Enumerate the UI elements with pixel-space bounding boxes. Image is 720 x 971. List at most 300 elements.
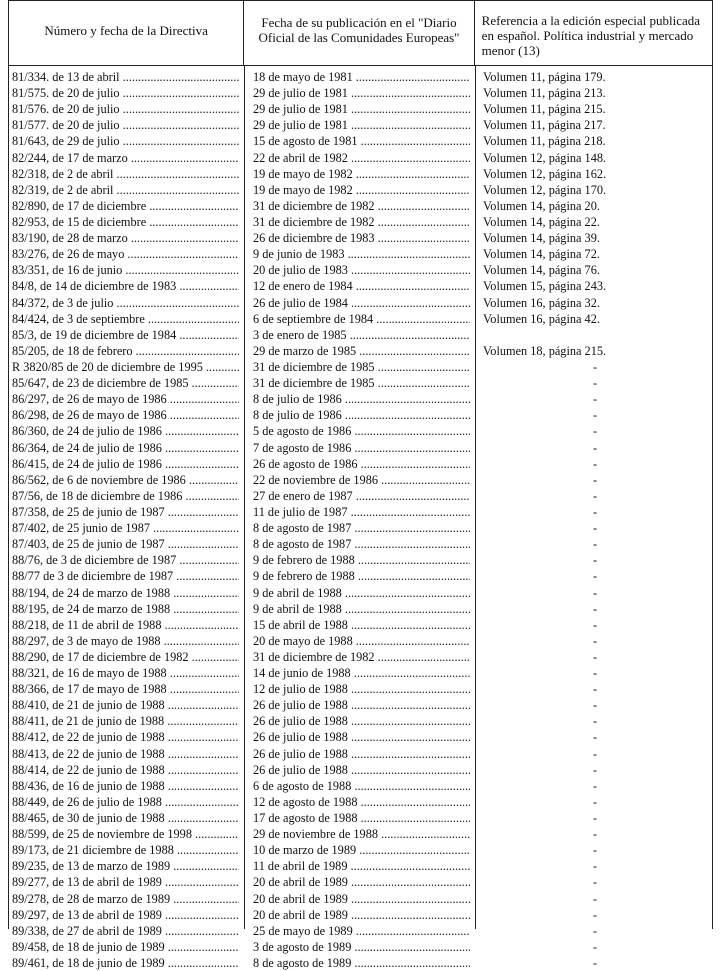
directiva-text: 88/194, de 24 de marzo de 1988 ..... — [12, 585, 239, 601]
cell-publicacion — [245, 633, 476, 649]
table-row — [9, 182, 714, 198]
publicacion-text: 8 de julio de 1986 ..... — [253, 391, 470, 407]
table-row — [9, 665, 714, 681]
cell-publicacion — [245, 359, 476, 375]
cell-publicacion — [245, 246, 476, 262]
cell-publicacion — [245, 585, 476, 601]
publicacion-text: 20 de abril de 1989 ..... — [253, 874, 470, 890]
table-row — [9, 375, 714, 391]
publicacion-text: 8 de julio de 1986 ..... — [253, 407, 470, 423]
publicacion-text: 14 de junio de 1988 ..... — [253, 665, 470, 681]
directiva-text: 87/402, de 25 junio de 1987 ..... — [12, 520, 239, 536]
cell-directiva — [9, 375, 245, 391]
directiva-text: 81/643, de 29 de julio ..... — [12, 133, 239, 149]
cell-referencia: - — [592, 553, 598, 568]
cell-publicacion — [245, 681, 476, 697]
table-row — [9, 472, 714, 488]
table-row — [9, 214, 714, 230]
cell-directiva — [9, 923, 245, 939]
cell-referencia: - — [592, 907, 598, 922]
cell-directiva — [9, 504, 245, 520]
publicacion-text: 9 de febrero de 1988 ..... — [253, 552, 470, 568]
cell-referencia: - — [592, 762, 598, 777]
cell-directiva — [9, 907, 245, 923]
directiva-text: 87/403, de 25 de junio de 1987 ..... — [12, 536, 239, 552]
table-row — [9, 778, 714, 794]
publicacion-text: 12 de enero de 1984 ..... — [253, 278, 470, 294]
cell-publicacion — [245, 601, 476, 617]
cell-referencia: - — [592, 569, 598, 584]
table-row — [9, 262, 714, 278]
cell-directiva — [9, 762, 245, 778]
cell-referencia: - — [592, 440, 598, 455]
directiva-text: 81/334. de 13 de abril ..... — [12, 69, 239, 85]
table-row — [9, 729, 714, 745]
cell-referencia: - — [592, 649, 598, 664]
table-row — [9, 794, 714, 810]
directiva-text: 89/235, de 13 de marzo de 1989 ..... — [12, 858, 239, 874]
directiva-text: 88/218, de 11 de abril de 1988 ..... — [12, 617, 239, 633]
cell-publicacion — [245, 762, 476, 778]
directiva-text: 88/599, de 25 de noviembre de 1998 ..... — [12, 826, 239, 842]
cell-directiva — [9, 117, 245, 133]
cell-directiva — [9, 681, 245, 697]
cell-directiva — [9, 423, 245, 439]
publicacion-text: 11 de abril de 1989 ..... — [253, 858, 470, 874]
publicacion-text: 10 de marzo de 1989 ..... — [253, 842, 470, 858]
table-row — [9, 923, 714, 939]
table-row — [9, 585, 714, 601]
publicacion-text: 26 de julio de 1988 ..... — [253, 746, 470, 762]
cell-directiva — [9, 246, 245, 262]
table-row — [9, 101, 714, 117]
table-row — [9, 601, 714, 617]
cell-publicacion — [245, 440, 476, 456]
cell-publicacion — [245, 520, 476, 536]
cell-directiva — [9, 133, 245, 149]
directiva-text: 88/297, de 3 de mayo de 1988 ..... — [12, 633, 239, 649]
publicacion-text: 12 de agosto de 1988 ..... — [253, 794, 470, 810]
cell-publicacion — [245, 697, 476, 713]
cell-referencia: - — [592, 617, 598, 632]
directiva-text: 83/351, de 16 de junio ..... — [12, 262, 239, 278]
cell-directiva — [9, 568, 245, 584]
cell-referencia: - — [592, 376, 598, 391]
table-row — [9, 440, 714, 456]
publicacion-text: 29 de marzo de 1985 ..... — [253, 343, 470, 359]
cell-directiva — [9, 842, 245, 858]
cell-publicacion — [245, 230, 476, 246]
directiva-text: 88/465, de 30 de junio de 1988 ..... — [12, 810, 239, 826]
directiva-text: 88/413, de 22 de junio de 1988 ..... — [12, 746, 239, 762]
cell-publicacion — [245, 150, 476, 166]
table-row — [9, 713, 714, 729]
table-row — [9, 955, 714, 971]
cell-directiva — [9, 440, 245, 456]
table-body — [8, 66, 713, 971]
cell-publicacion — [245, 794, 476, 810]
cell-publicacion — [245, 101, 476, 117]
cell-directiva — [9, 262, 245, 278]
cell-publicacion — [245, 874, 476, 890]
cell-publicacion — [245, 423, 476, 439]
directiva-text: 86/298, de 26 de mayo de 1986 ..... — [12, 407, 239, 423]
cell-publicacion — [245, 955, 476, 971]
cell-publicacion — [245, 826, 476, 842]
directiva-text: 89/338, de 27 de abril de 1989 ..... — [12, 923, 239, 939]
table-row — [9, 858, 714, 874]
cell-directiva — [9, 536, 245, 552]
cell-referencia: - — [592, 537, 598, 552]
cell-publicacion — [245, 85, 476, 101]
publicacion-text: 15 de abril de 1988 ..... — [253, 617, 470, 633]
publicacion-text: 22 de noviembre de 1986 ..... — [253, 472, 470, 488]
cell-directiva — [9, 69, 245, 85]
cell-publicacion — [245, 214, 476, 230]
publicacion-text: 6 de septiembre de 1984 ..... — [253, 311, 470, 327]
publicacion-text: 31 de diciembre de 1982 ..... — [253, 198, 470, 214]
table-row — [9, 891, 714, 907]
directiva-text: 88/77 de 3 de diciembre de 1987 ..... — [12, 568, 239, 584]
cell-referencia: - — [592, 456, 598, 471]
cell-directiva — [9, 359, 245, 375]
directiva-text: 88/76, de 3 de diciembre de 1987 ..... — [12, 552, 239, 568]
publicacion-text: 26 de julio de 1984 ..... — [253, 295, 470, 311]
cell-directiva — [9, 182, 245, 198]
cell-publicacion — [245, 69, 476, 85]
cell-publicacion — [245, 536, 476, 552]
directiva-text: 83/190, de 28 de marzo ..... — [12, 230, 239, 246]
publicacion-text: 29 de julio de 1981 ..... — [253, 101, 470, 117]
publicacion-text: 26 de julio de 1988 ..... — [253, 762, 470, 778]
cell-referencia: Volumen 11, página 179. — [483, 70, 606, 84]
cell-referencia: - — [592, 746, 598, 761]
directiva-text: 81/575. de 20 de julio ..... — [12, 85, 239, 101]
cell-directiva — [9, 746, 245, 762]
cell-directiva — [9, 488, 245, 504]
cell-directiva — [9, 874, 245, 890]
cell-publicacion — [245, 375, 476, 391]
cell-referencia: - — [592, 794, 598, 809]
directiva-text: 86/360, de 24 de julio de 1986 ..... — [12, 423, 239, 439]
table-row — [9, 198, 714, 214]
cell-publicacion — [245, 617, 476, 633]
directiva-text: 89/277, de 13 de abril de 1989 ..... — [12, 874, 239, 890]
directiva-text: 87/358, de 25 de junio de 1987 ..... — [12, 504, 239, 520]
header-referencia: Referencia a la edición especial publicada en español. Política industrial y mercado menor (13) — [481, 13, 701, 58]
table-row — [9, 359, 714, 375]
directiva-text: 82/953, de 15 de diciembre ..... — [12, 214, 239, 230]
publicacion-text: 29 de julio de 1981 ..... — [253, 117, 470, 133]
cell-publicacion — [245, 311, 476, 327]
publicacion-text: 8 de agosto de 1987 ..... — [253, 520, 470, 536]
table-row — [9, 520, 714, 536]
publicacion-text: 9 de junio de 1983 ..... — [253, 246, 470, 262]
cell-referencia: Volumen 14, página 39. — [483, 231, 600, 246]
cell-referencia: - — [592, 408, 598, 423]
cell-directiva — [9, 230, 245, 246]
cell-publicacion — [245, 262, 476, 278]
cell-directiva — [9, 713, 245, 729]
cell-referencia: - — [592, 472, 598, 487]
table-row — [9, 150, 714, 166]
table-row — [9, 407, 714, 423]
publicacion-text: 31 de diciembre de 1985 ..... — [253, 359, 470, 375]
publicacion-text: 20 de julio de 1983 ..... — [253, 262, 470, 278]
cell-directiva — [9, 327, 245, 343]
directiva-text: 84/372, de 3 de julio ..... — [12, 295, 239, 311]
cell-referencia: Volumen 11, página 213. — [483, 86, 606, 101]
cell-referencia: - — [592, 891, 598, 906]
table-row — [9, 810, 714, 826]
cell-referencia: - — [592, 504, 598, 519]
directiva-text: 88/321, de 16 de mayo de 1988 ..... — [12, 665, 239, 681]
publicacion-text: 12 de julio de 1988 ..... — [253, 681, 470, 697]
directiva-text: 88/411, de 21 de junio de 1988 ..... — [12, 713, 239, 729]
cell-referencia: Volumen 16, página 42. — [483, 311, 600, 326]
publicacion-text: 26 de julio de 1988 ..... — [253, 729, 470, 745]
publicacion-text: 19 de mayo de 1982 ..... — [253, 166, 470, 182]
cell-directiva — [9, 794, 245, 810]
cell-referencia: - — [592, 714, 598, 729]
directiva-text: 89/173, de 21 diciembre de 1988 ..... — [12, 842, 239, 858]
table-row — [9, 69, 714, 85]
directiva-text: 87/56, de 18 de diciembre de 1986 ..... — [12, 488, 239, 504]
cell-directiva — [9, 278, 245, 294]
cell-directiva — [9, 585, 245, 601]
table-row — [9, 117, 714, 133]
table-row — [9, 874, 714, 890]
table-row — [9, 133, 714, 149]
cell-referencia: Volumen 12, página 148. — [483, 150, 607, 165]
directiva-text: R 3820/85 de 20 de diciembre de 1995 ..... — [12, 359, 239, 375]
publicacion-text: 22 de abril de 1982 ..... — [253, 150, 470, 166]
cell-directiva — [9, 214, 245, 230]
directiva-text: 81/577. de 20 de julio ..... — [12, 117, 239, 133]
cell-referencia: - — [592, 811, 598, 826]
directiva-text: 81/576. de 20 de julio ..... — [12, 101, 239, 117]
publicacion-text: 3 de agosto de 1989 ..... — [253, 939, 470, 955]
publicacion-text: 8 de agosto de 1989 ..... — [253, 955, 470, 971]
table-row — [9, 85, 714, 101]
cell-referencia: - — [592, 601, 598, 616]
table-row — [9, 295, 714, 311]
publicacion-text: 26 de julio de 1988 ..... — [253, 697, 470, 713]
cell-referencia: - — [592, 633, 598, 648]
publicacion-text: 29 de noviembre de 1988 ..... — [253, 826, 470, 842]
directiva-text: 85/205, de 18 de febrero ..... — [12, 343, 239, 359]
header-publicacion: Fecha de su publicación en el "Diario Oficial de las Comunidades Europeas" — [244, 1, 474, 65]
cell-referencia: - — [592, 666, 598, 681]
cell-referencia: - — [592, 698, 598, 713]
cell-referencia: - — [592, 956, 598, 971]
cell-publicacion — [245, 810, 476, 826]
cell-referencia: Volumen 14, página 76. — [483, 263, 600, 278]
publicacion-text: 29 de julio de 1981 ..... — [253, 85, 470, 101]
cell-directiva — [9, 729, 245, 745]
cell-directiva — [9, 295, 245, 311]
directiva-text: 89/458, de 18 de junio de 1989 ..... — [12, 939, 239, 955]
header-directiva: Número y fecha de la Directiva — [9, 1, 244, 65]
table-row — [9, 166, 714, 182]
publicacion-text: 17 de agosto de 1988 ..... — [253, 810, 470, 826]
publicacion-text: 9 de febrero de 1988 ..... — [253, 568, 470, 584]
directiva-text: 85/3, de 19 de diciembre de 1984 ..... — [12, 327, 239, 343]
publicacion-text: 9 de abril de 1988 ..... — [253, 601, 470, 617]
cell-publicacion — [245, 278, 476, 294]
cell-publicacion — [245, 842, 476, 858]
publicacion-text: 8 de agosto de 1987 ..... — [253, 536, 470, 552]
cell-publicacion — [245, 117, 476, 133]
cell-publicacion — [245, 746, 476, 762]
publicacion-text: 6 de agosto de 1988 ..... — [253, 778, 470, 794]
table-row — [9, 327, 714, 343]
cell-publicacion — [245, 923, 476, 939]
publicacion-text: 31 de diciembre de 1985 ..... — [253, 375, 470, 391]
cell-referencia: - — [592, 939, 598, 954]
table-row — [9, 617, 714, 633]
directiva-text: 88/436, de 16 de junio de 1988 ..... — [12, 778, 239, 794]
table-row — [9, 649, 714, 665]
publicacion-text: 7 de agosto de 1986 ..... — [253, 440, 470, 456]
directiva-text: 88/414, de 22 de junio de 1988 ..... — [12, 762, 239, 778]
cell-publicacion — [245, 665, 476, 681]
cell-directiva — [9, 649, 245, 665]
cell-directiva — [9, 407, 245, 423]
publicacion-text: 26 de diciembre de 1983 ..... — [253, 230, 470, 246]
cell-directiva — [9, 778, 245, 794]
cell-referencia: - — [592, 521, 598, 536]
cell-referencia — [476, 327, 714, 343]
cell-directiva — [9, 166, 245, 182]
table-row — [9, 681, 714, 697]
cell-directiva — [9, 150, 245, 166]
cell-directiva — [9, 617, 245, 633]
publicacion-text: 15 de agosto de 1981 ..... — [253, 133, 470, 149]
cell-publicacion — [245, 891, 476, 907]
cell-referencia: - — [592, 843, 598, 858]
publicacion-text: 31 de diciembre de 1982 ..... — [253, 214, 470, 230]
directiva-text: 86/562, de 6 de noviembre de 1986 ..... — [12, 472, 239, 488]
cell-directiva — [9, 955, 245, 971]
directiva-text: 86/364, de 24 de julio de 1986 ..... — [12, 440, 239, 456]
publicacion-text: 19 de mayo de 1982 ..... — [253, 182, 470, 198]
table-row — [9, 826, 714, 842]
cell-referencia: - — [592, 359, 598, 374]
directiva-text: 82/244, de 17 de marzo ..... — [12, 150, 239, 166]
table-row — [9, 762, 714, 778]
directiva-text: 83/276, de 26 de mayo ..... — [12, 246, 239, 262]
cell-directiva — [9, 697, 245, 713]
cell-referencia: Volumen 18, página 215. — [483, 343, 607, 358]
cell-referencia: - — [592, 859, 598, 874]
publicacion-text: 26 de julio de 1988 ..... — [253, 713, 470, 729]
cell-referencia: - — [592, 682, 598, 697]
cell-referencia: - — [592, 488, 598, 503]
cell-referencia: - — [592, 730, 598, 745]
cell-publicacion — [245, 713, 476, 729]
cell-directiva — [9, 891, 245, 907]
table-header — [8, 0, 713, 66]
cell-directiva — [9, 826, 245, 842]
cell-referencia: Volumen 16, página 32. — [483, 295, 600, 310]
table-row — [9, 697, 714, 713]
cell-directiva — [9, 85, 245, 101]
cell-publicacion — [245, 729, 476, 745]
table-row — [9, 246, 714, 262]
cell-directiva — [9, 665, 245, 681]
table-rows — [9, 66, 714, 971]
cell-directiva — [9, 198, 245, 214]
publicacion-text: 26 de agosto de 1986 ..... — [253, 456, 470, 472]
cell-publicacion — [245, 407, 476, 423]
cell-publicacion — [245, 182, 476, 198]
cell-directiva — [9, 472, 245, 488]
directiva-text: 86/415, de 24 de julio de 1986 ..... — [12, 456, 239, 472]
directiva-text: 84/8, de 14 de diciembre de 1983 ..... — [12, 278, 239, 294]
cell-referencia: Volumen 11, página 215. — [483, 102, 606, 117]
directiva-text: 89/278, de 28 de marzo de 1989 ..... — [12, 891, 239, 907]
directiva-text: 84/424, de 3 de septiembre ..... — [12, 311, 239, 327]
cell-publicacion — [245, 488, 476, 504]
directiva-text: 82/319, de 2 de abril ..... — [12, 182, 239, 198]
cell-publicacion — [245, 649, 476, 665]
table-row — [9, 907, 714, 923]
cell-publicacion — [245, 343, 476, 359]
cell-referencia: Volumen 11, página 217. — [483, 118, 606, 133]
directiva-text: 88/449, de 26 de julio de 1988 ..... — [12, 794, 239, 810]
cell-referencia: Volumen 14, página 72. — [483, 247, 600, 262]
directiva-text: 88/410, de 21 de junio de 1988 ..... — [12, 697, 239, 713]
cell-directiva — [9, 552, 245, 568]
cell-directiva — [9, 601, 245, 617]
publicacion-text: 20 de mayo de 1988 ..... — [253, 633, 470, 649]
table-row — [9, 568, 714, 584]
cell-directiva — [9, 520, 245, 536]
cell-publicacion — [245, 456, 476, 472]
cell-directiva — [9, 101, 245, 117]
directiva-text: 88/290, de 17 de diciembre de 1982 ..... — [12, 649, 239, 665]
table-row — [9, 423, 714, 439]
cell-referencia: - — [592, 923, 598, 938]
table-row — [9, 230, 714, 246]
cell-publicacion — [245, 166, 476, 182]
cell-referencia: Volumen 14, página 22. — [483, 214, 600, 229]
cell-publicacion — [245, 568, 476, 584]
directiva-text: 88/366, de 17 de mayo de 1988 ..... — [12, 681, 239, 697]
cell-referencia: Volumen 15, página 243. — [483, 279, 607, 294]
publicacion-text: 20 de abril de 1989 ..... — [253, 891, 470, 907]
directiva-text: 82/890, de 17 de diciembre ..... — [12, 198, 239, 214]
cell-publicacion — [245, 391, 476, 407]
cell-referencia: Volumen 11, página 218. — [483, 134, 606, 149]
table-row — [9, 391, 714, 407]
table-row — [9, 278, 714, 294]
table-row — [9, 552, 714, 568]
cell-publicacion — [245, 778, 476, 794]
publicacion-text: 18 de mayo de 1981 ..... — [253, 69, 470, 85]
cell-publicacion — [245, 133, 476, 149]
directiva-text: 89/297, de 13 de abril de 1989 ..... — [12, 907, 239, 923]
cell-referencia: Volumen 12, página 162. — [483, 166, 607, 181]
cell-publicacion — [245, 472, 476, 488]
directiva-text: 86/297, de 26 de mayo de 1986 ..... — [12, 391, 239, 407]
cell-referencia: Volumen 12, página 170. — [483, 182, 607, 197]
cell-referencia: - — [592, 585, 598, 600]
cell-referencia: - — [592, 424, 598, 439]
publicacion-text: 9 de abril de 1988 ..... — [253, 585, 470, 601]
cell-referencia: - — [592, 875, 598, 890]
